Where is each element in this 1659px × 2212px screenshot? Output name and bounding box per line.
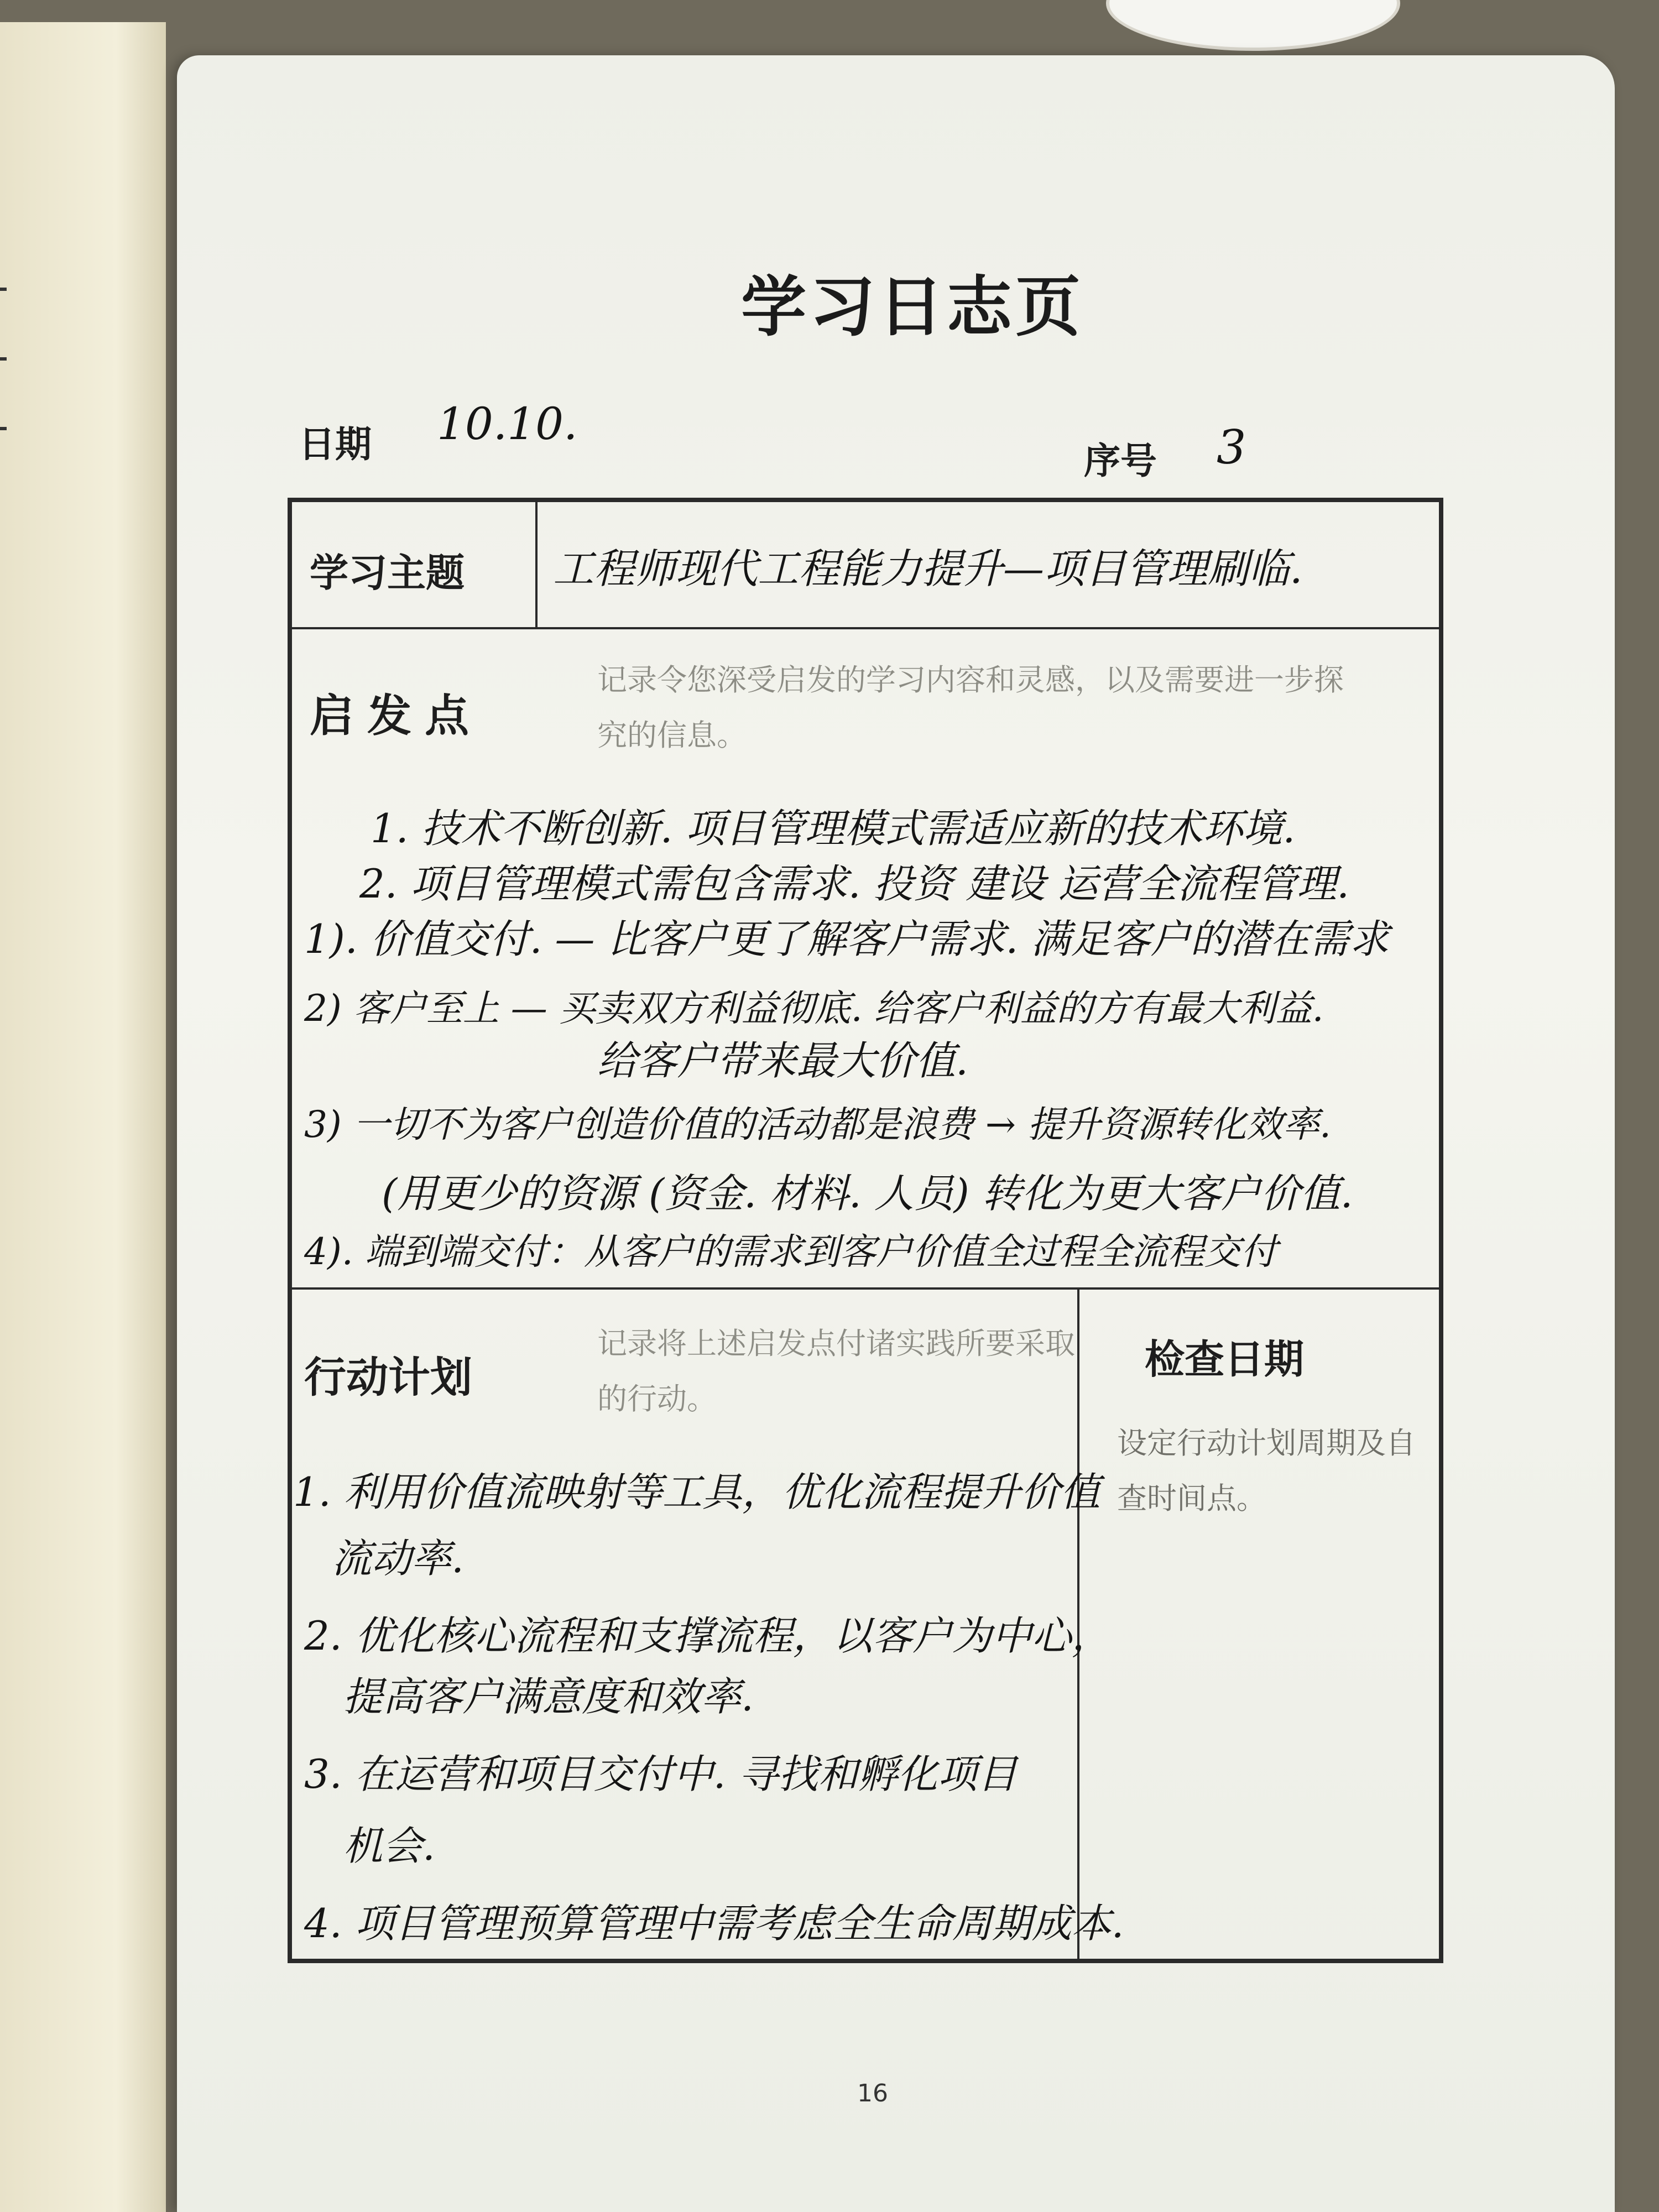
inspiration-line: 2. 项目管理模式需包含需求. 投资 建设 运营全流程管理.: [359, 860, 1350, 907]
date-label: 日期: [299, 423, 372, 466]
inspiration-line: (用更少的资源 (资金. 材料. 人员) 转化为更大客户价值.: [382, 1170, 1353, 1217]
action-line: 流动率.: [332, 1535, 464, 1582]
inspiration-line: 给客户带来最大价值.: [597, 1037, 968, 1084]
date-value: 10.10.: [437, 398, 578, 450]
inspiration-line: 2) 客户至上 — 买卖双方利益彻底. 给客户利益的方有最大利益.: [304, 987, 1324, 1030]
action-line: 3. 在运营和项目交付中. 寻找和孵化项目: [304, 1751, 1018, 1797]
page-title: 学习日志页: [740, 268, 1084, 345]
check-date-label: 检查日期: [1145, 1336, 1305, 1383]
action-line: 1. 利用价值流映射等工具，优化流程提升价值: [293, 1469, 1100, 1515]
inspiration-label: 启发点: [310, 690, 482, 742]
action-line: 机会.: [343, 1823, 435, 1869]
inspiration-line: 1). 价值交付. — 比客户更了解客户需求. 满足客户的潜在需求: [304, 916, 1390, 962]
inspiration-hint: 记录令您深受启发的学习内容和灵感，以及需要进一步探究的信息。: [597, 662, 1344, 753]
action-line: 2. 优化核心流程和支撑流程，以客户为中心，: [304, 1613, 1112, 1659]
notebook-page: [177, 55, 1615, 2212]
action-plan-label: 行动计划: [304, 1353, 472, 1402]
topic-value: 工程师现代工程能力提升—项目管理刷临.: [553, 545, 1303, 593]
action-line: 4. 项目管理预算管理中需考虑全生命周期成本.: [304, 1900, 1124, 1947]
topic-label: 学习主题: [310, 550, 465, 596]
inspiration-line: 1. 技术不断创新. 项目管理模式需适应新的技术环境.: [371, 805, 1296, 852]
left-page-edge: [0, 22, 166, 2212]
inspiration-line: 4). 端到端交付：从客户的需求到客户价值全过程全流程交付: [304, 1230, 1277, 1273]
action-plan-hint: 记录将上述启发点付诸实践所要采取的行动。: [597, 1326, 1075, 1416]
serial-label: 序号: [1084, 440, 1157, 482]
left-page-marks: [0, 288, 11, 497]
inspiration-line: 3) 一切不为客户创造价值的活动都是浪费 → 提升资源转化效率.: [304, 1103, 1331, 1146]
cup-edge: [1106, 0, 1400, 51]
check-date-hint: 设定行动计划周期及自查时间点。: [1117, 1426, 1416, 1516]
serial-value: 3: [1217, 420, 1246, 474]
action-line: 提高客户满意度和效率.: [343, 1673, 754, 1720]
page-number: 16: [857, 2079, 888, 2107]
